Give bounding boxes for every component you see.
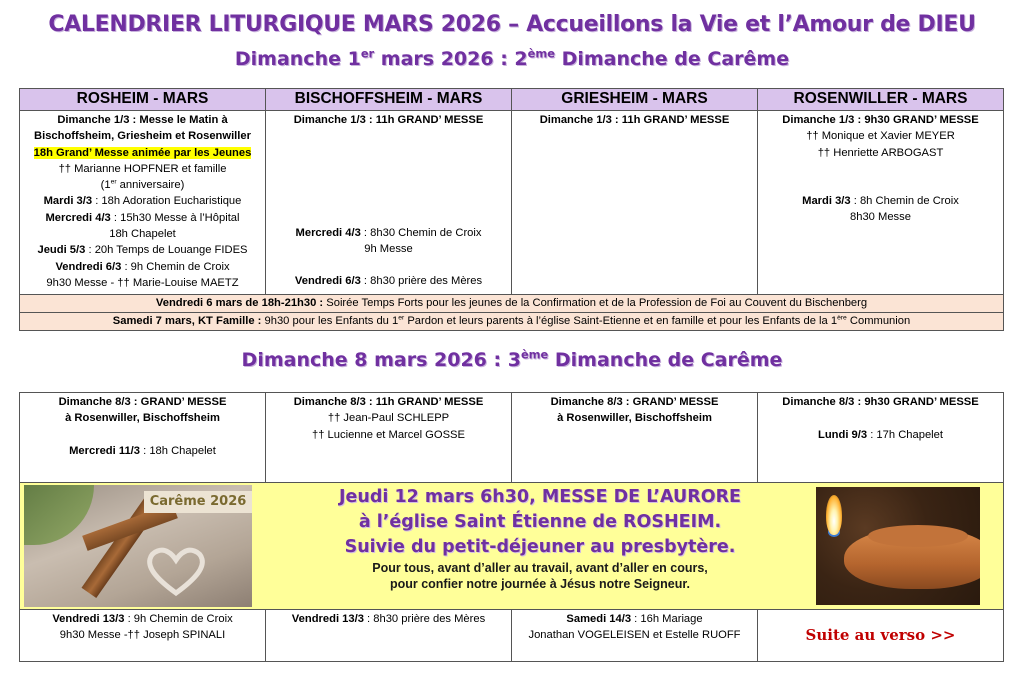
- rosheim-week2b-cell: Vendredi 13/3 : 9h Chemin de Croix 9h30 Messe -†† Joseph SPINALI: [20, 610, 266, 662]
- bischoffsheim-week1-cell: Dimanche 1/3 : 11h GRAND’ MESSE Mercredi 4/3 : 8h30 Chemin de Croix 9h Messe Vendredi 6/3 : 8h30 prière des Mères: [266, 111, 512, 295]
- sunday8-heading: Dimanche 8 mars 2026 : 3ème Dimanche de Carême: [241, 347, 783, 371]
- sunday1-heading: Dimanche 1er mars 2026 : 2ème Dimanche de Carême: [234, 46, 790, 70]
- careme-2026-tag: Carême 2026: [144, 491, 252, 513]
- rosheim-week1-cell: Dimanche 1/3 : Messe le Matin à Bischoffsheim, Griesheim et Rosenwiller 18h Grand’ Messe animée par les Jeunes †† Marianne HOPFNER et famille (1er anniversaire) Mardi 3/3 : 18h Adoration Eucharistique Mercredi 4/3 : 15h30 Messe à l’Hôpital 18h Chapelet Jeudi 5/3 : 20h Temps de Louange FIDES Vendredi 6/3 : 9h Chemin de Croix 9h30 Messe - †† Marie-Louise MAETZ: [20, 111, 266, 295]
- banner-line-4: Pour tous, avant d’aller au travail, avant d’aller en cours,: [372, 561, 708, 575]
- griesheim-week2b-cell: Samedi 14/3 : 16h Mariage Jonathan VOGELEISEN et Estelle RUOFF: [512, 610, 758, 662]
- saturday-event-band: Samedi 7 mars, KT Famille : 9h30 pour les Enfants du 1er Pardon et leurs parents à l’église Saint-Etienne et en famille et pour les Enfants de la 1ère Communion: [20, 313, 1004, 331]
- rosenwiller-week1-cell: Dimanche 1/3 : 9h30 GRAND’ MESSE †† Monique et Xavier MEYER †† Henriette ARBOGAST Mardi 3/3 : 8h Chemin de Croix 8h30 Messe: [758, 111, 1004, 295]
- column-header-rosenwiller: ROSENWILLER - MARS: [758, 89, 1004, 111]
- bischoffsheim-week2-cell: Dimanche 8/3 : 11h GRAND’ MESSE †† Jean-Paul SCHLEPP †† Lucienne et Marcel GOSSE: [266, 393, 512, 483]
- banner-line-5: pour confier notre journée à Jésus notre Seigneur.: [389, 577, 691, 591]
- column-header-griesheim: GRIESHEIM - MARS: [512, 89, 758, 111]
- banner-line-2: à l’église Saint Étienne de ROSHEIM.: [358, 512, 722, 532]
- week2-table: [19, 392, 1004, 662]
- rosenwiller-week2b-cell: [758, 610, 1004, 662]
- suite-au-verso-link[interactable]: Suite au verso >>: [805, 626, 956, 644]
- friday-event-band: Vendredi 6 mars de 18h-21h30 : Soirée Temps Forts pour les jeunes de la Confirmation et de la Profession de Foi au Couvent du Bischenberg: [20, 295, 1004, 313]
- bischoffsheim-week2b-cell: Vendredi 13/3 : 8h30 prière des Mères: [266, 610, 512, 662]
- rosenwiller-week2-cell: Dimanche 8/3 : 9h30 GRAND’ MESSE Lundi 9/3 : 17h Chapelet: [758, 393, 1004, 483]
- page-title: CALENDRIER LITURGIQUE MARS 2026 – Accueillons la Vie et l’Amour de DIEU: [48, 12, 976, 37]
- column-header-rosheim: ROSHEIM - MARS: [20, 89, 266, 111]
- week1-table: [19, 88, 1004, 331]
- griesheim-week2-cell: Dimanche 8/3 : GRAND’ MESSE à Rosenwiller, Bischoffsheim: [512, 393, 758, 483]
- column-header-bischoffsheim: BISCHOFFSHEIM - MARS: [266, 89, 512, 111]
- rosheim-week2-cell: Dimanche 8/3 : GRAND’ MESSE à Rosenwiller, Bischoffsheim Mercredi 11/3 : 18h Chapelet: [20, 393, 266, 483]
- highlighted-youth-mass: 18h Grand’ Messe animée par les Jeunes: [33, 146, 252, 159]
- aurore-mass-banner: [20, 483, 1004, 610]
- oil-lamp-image: [816, 487, 980, 605]
- cross-heart-image: [24, 485, 252, 607]
- banner-line-1: Jeudi 12 mars 6h30, MESSE DE L’AURORE: [339, 487, 741, 507]
- banner-line-3: Suivie du petit-déjeuner au presbytère.: [344, 537, 736, 557]
- griesheim-week1-cell: Dimanche 1/3 : 11h GRAND’ MESSE: [512, 111, 758, 295]
